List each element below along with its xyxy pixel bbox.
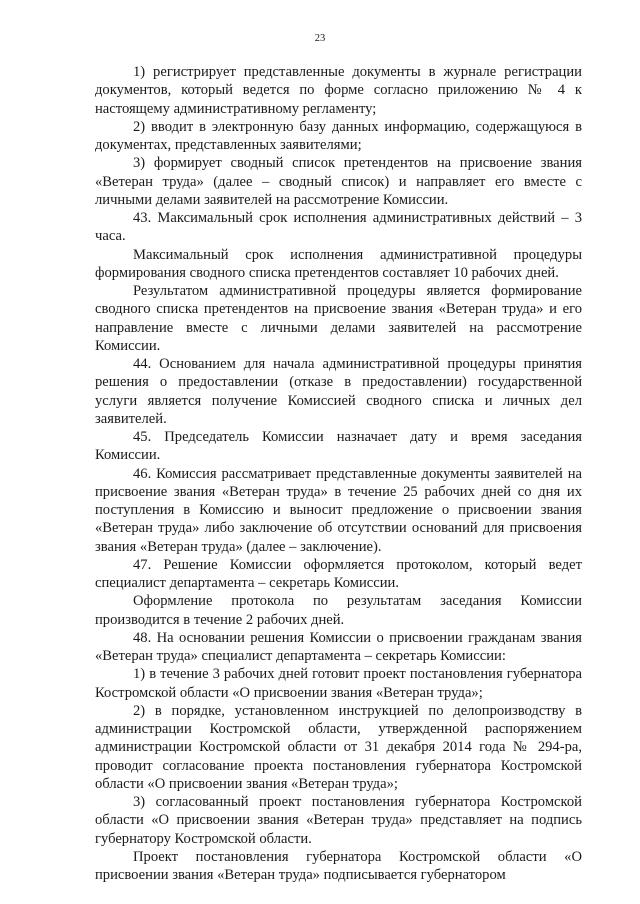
paragraph: 2) в порядке, установленном инструкцией по делопроизводству в администрации Костромской области, утвержденной распоряжением администрации Костромской области от 31 декабря 2014 года № 294-ра, проводит согласование проекта постановления губернатора Костромской области «О присвоении звания «Ветеран труда»; (95, 702, 582, 792)
paragraph: 46. Комиссия рассматривает представленные документы заявителей на присвоение звания «Ветеран труда» в течение 25 рабочих дней со дня их поступления в Комиссию и выносит предложение о присвоении звания «Ветеран труда» либо заключение об отсутствии оснований для присвоения звания «Ветеран труда» (далее – заключение). (95, 465, 582, 555)
paragraph: 2) вводит в электронную базу данных информацию, содержащуюся в документах, представленных заявителями; (95, 118, 582, 153)
paragraph: Результатом административной процедуры является формирование сводного списка претендентов на присвоение звания «Ветеран труда» и его направление вместе с личными делами заявителей на рассмотрение Комиссии. (95, 283, 582, 354)
paragraph: 45. Председатель Комиссии назначает дату и время заседания Комиссии. (95, 429, 582, 464)
document-body (95, 63, 582, 884)
paragraph: 1) в течение 3 рабочих дней готовит проект постановления губернатора Костромской области «О присвоении звания «Ветеран труда»; (95, 666, 582, 701)
paragraph: 3) согласованный проект постановления губернатора Костромской области «О присвоении звания «Ветеран труда» представляет на подпись губернатору Костромской области. (95, 794, 582, 847)
paragraph: 47. Решение Комиссии оформляется протоколом, который ведет специалист департамента – секретарь Комиссии. (95, 556, 582, 591)
paragraph: 44. Основанием для начала административной процедуры принятия решения о предоставлении (отказе в предоставлении) государственной услуги является получение Комиссией сводного списка и личных дел заявителей. (95, 356, 582, 427)
paragraph: 3) формирует сводный список претендентов на присвоение звания «Ветеран труда» (далее – сводный список) и направляет его вместе с личными делами заявителей на рассмотрение Комиссии. (95, 155, 582, 208)
page-number: 23 (314, 33, 326, 44)
paragraph: 43. Максимальный срок исполнения административных действий – 3 часа. (95, 210, 582, 245)
paragraph: 48. На основании решения Комиссии о присвоении гражданам звания «Ветеран труда» специалист департамента – секретарь Комиссии: (95, 629, 582, 664)
paragraph: Максимальный срок исполнения административной процедуры формирования сводного списка претендентов составляет 10 рабочих дней. (95, 246, 582, 281)
paragraph: Проект постановления губернатора Костромской области «О присвоении звания «Ветеран труда» подписывается губернатором (95, 848, 582, 883)
paragraph: Оформление протокола по результатам заседания Комиссии производится в течение 2 рабочих дней. (95, 593, 582, 628)
paragraph: 1) регистрирует представленные документы в журнале регистрации документов, который ведется по форме согласно приложению № 4 к настоящему административному регламенту; (95, 64, 582, 117)
